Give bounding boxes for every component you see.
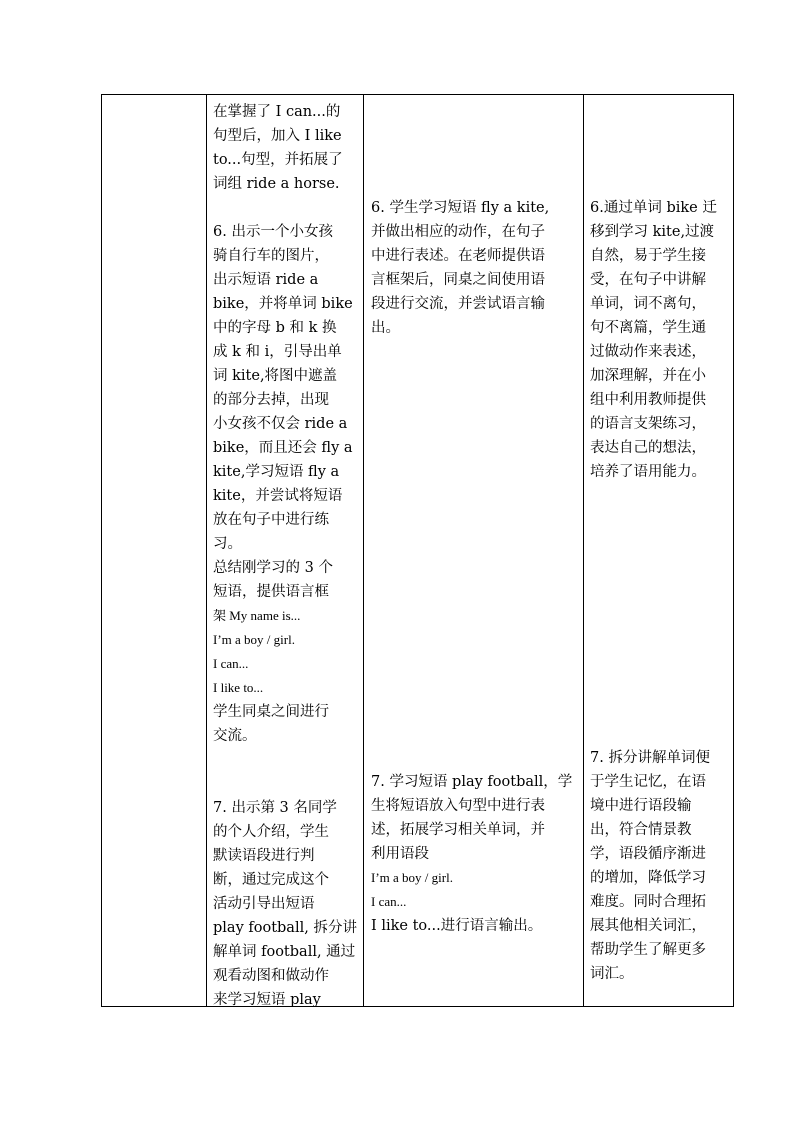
text-line: 学，语段循序渐进 bbox=[590, 846, 706, 862]
text-line: 表达自己的想法， bbox=[590, 440, 706, 456]
text-line: 展其他相关词汇， bbox=[590, 918, 706, 934]
text-line: 解单词 football, 通过 bbox=[213, 944, 356, 960]
spacer bbox=[213, 748, 361, 772]
text-line: 自然，易于学生接 bbox=[590, 248, 706, 264]
text-line: 单词，词不离句， bbox=[590, 296, 706, 312]
text-line: 的个人介绍，学生 bbox=[213, 824, 329, 840]
text-line: 句不离篇，学生通 bbox=[590, 320, 706, 336]
spacer bbox=[213, 772, 361, 796]
column-divider-3 bbox=[583, 95, 584, 1006]
spacer bbox=[213, 196, 361, 220]
text-line: 词汇。 bbox=[590, 966, 634, 982]
text-line: 出。 bbox=[371, 320, 400, 336]
text-line: I like to... bbox=[213, 680, 264, 695]
text-line: 的语言支架练习， bbox=[590, 416, 706, 432]
text-line: 出示短语 ride a bbox=[213, 272, 319, 288]
teacher-activity-block-3 bbox=[213, 796, 361, 1012]
text-line: 在掌握了 I can...的 bbox=[213, 104, 341, 120]
text-line: 默读语段进行判 bbox=[213, 848, 315, 864]
text-line: 述，拓展学习相关单词，并 bbox=[371, 822, 545, 838]
text-line: 成 k 和 i，引导出单 bbox=[213, 344, 342, 360]
text-line: 观看动图和做动作 bbox=[213, 968, 329, 984]
text-line: 放在句子中进行练 bbox=[213, 512, 329, 528]
text-line: 生将短语放入句型中进行表 bbox=[371, 798, 545, 814]
text-line: 段进行交流，并尝试语言输 bbox=[371, 296, 545, 312]
text-line: 词组 ride a horse. bbox=[213, 176, 340, 192]
teacher-activity-cell bbox=[213, 100, 361, 1012]
text-line: 并做出相应的动作，在句子 bbox=[371, 224, 545, 240]
text-line: 加深理解，并在小 bbox=[590, 368, 706, 384]
text-line: 交流。 bbox=[213, 728, 257, 744]
text-line: I can... bbox=[371, 894, 407, 909]
text-line: 组中利用教师提供 bbox=[590, 392, 706, 408]
text-line: 活动引导出短语 bbox=[213, 896, 315, 912]
text-line: play football, 拆分讲 bbox=[213, 920, 357, 936]
text-line: 中进行表述。在老师提供语 bbox=[371, 248, 545, 264]
text-line: 词 kite,将图中遮盖 bbox=[213, 368, 338, 384]
text-line: I’m a boy / girl. bbox=[371, 870, 453, 885]
text-line: bike，而且还会 fly a bbox=[213, 440, 353, 456]
text-line: 帮助学生了解更多 bbox=[590, 942, 706, 958]
text-line: I like to...进行语言输出。 bbox=[371, 918, 543, 934]
text-line: 境中进行语段输 bbox=[590, 798, 692, 814]
teacher-activity-block-2 bbox=[213, 220, 361, 748]
text-line: 句型后，加入 I like bbox=[213, 128, 342, 144]
text-line: 习。 bbox=[213, 536, 242, 552]
text-line: 来学习短语 play bbox=[213, 992, 321, 1008]
text-line: 骑自行车的图片， bbox=[213, 248, 329, 264]
text-line: 断，通过完成这个 bbox=[213, 872, 329, 888]
text-line: 言框架后，同桌之间使用语 bbox=[371, 272, 545, 288]
text-line: 小女孩不仅会 ride a bbox=[213, 416, 348, 432]
lesson-plan-table bbox=[101, 94, 734, 1007]
text-line: 7. 出示第 3 名同学 bbox=[213, 800, 337, 816]
text-line: I can... bbox=[213, 656, 249, 671]
text-line: 学生同桌之间进行 bbox=[213, 704, 329, 720]
text-line: 总结刚学习的 3 个 bbox=[213, 560, 333, 576]
text-line: 培养了语用能力。 bbox=[590, 464, 706, 480]
student-activity-cell-2 bbox=[371, 770, 581, 938]
text-line: 利用语段 bbox=[371, 846, 429, 862]
student-activity-cell-1 bbox=[371, 196, 581, 340]
text-line: 难度。同时合理拓 bbox=[590, 894, 706, 910]
text-line: 于学生记忆，在语 bbox=[590, 774, 706, 790]
text-line: 6.通过单词 bike 迁 bbox=[590, 200, 717, 216]
text-line: 短语，提供语言框 bbox=[213, 584, 329, 600]
text-line: 架 My name is... bbox=[213, 608, 301, 623]
text-line: 7. 拆分讲解单词便 bbox=[590, 750, 710, 766]
text-line: bike，并将单词 bike bbox=[213, 296, 353, 312]
column-divider-2 bbox=[363, 95, 364, 1006]
text-line: 6. 学生学习短语 fly a kite, bbox=[371, 200, 550, 216]
teacher-activity-block-1 bbox=[213, 100, 361, 196]
text-line: kite,学习短语 fly a bbox=[213, 464, 340, 480]
text-line: to...句型，并拓展了 bbox=[213, 152, 343, 168]
text-line: 过做动作来表述， bbox=[590, 344, 706, 360]
text-line: I’m a boy / girl. bbox=[213, 632, 295, 647]
text-line: 移到学习 kite,过渡 bbox=[590, 224, 715, 240]
text-line: 的部分去掉，出现 bbox=[213, 392, 329, 408]
column-divider-1 bbox=[206, 95, 207, 1006]
text-line: 出，符合情景教 bbox=[590, 822, 692, 838]
text-line: 受，在句子中讲解 bbox=[590, 272, 706, 288]
text-line: 7. 学习短语 play football，学 bbox=[371, 774, 573, 790]
text-line: 的增加，降低学习 bbox=[590, 870, 706, 886]
text-line: 中的字母 b 和 k 换 bbox=[213, 320, 337, 336]
text-line: kite，并尝试将短语 bbox=[213, 488, 343, 504]
text-line: 6. 出示一个小女孩 bbox=[213, 224, 333, 240]
design-intent-cell-2 bbox=[590, 746, 732, 986]
design-intent-cell-1 bbox=[590, 196, 732, 484]
